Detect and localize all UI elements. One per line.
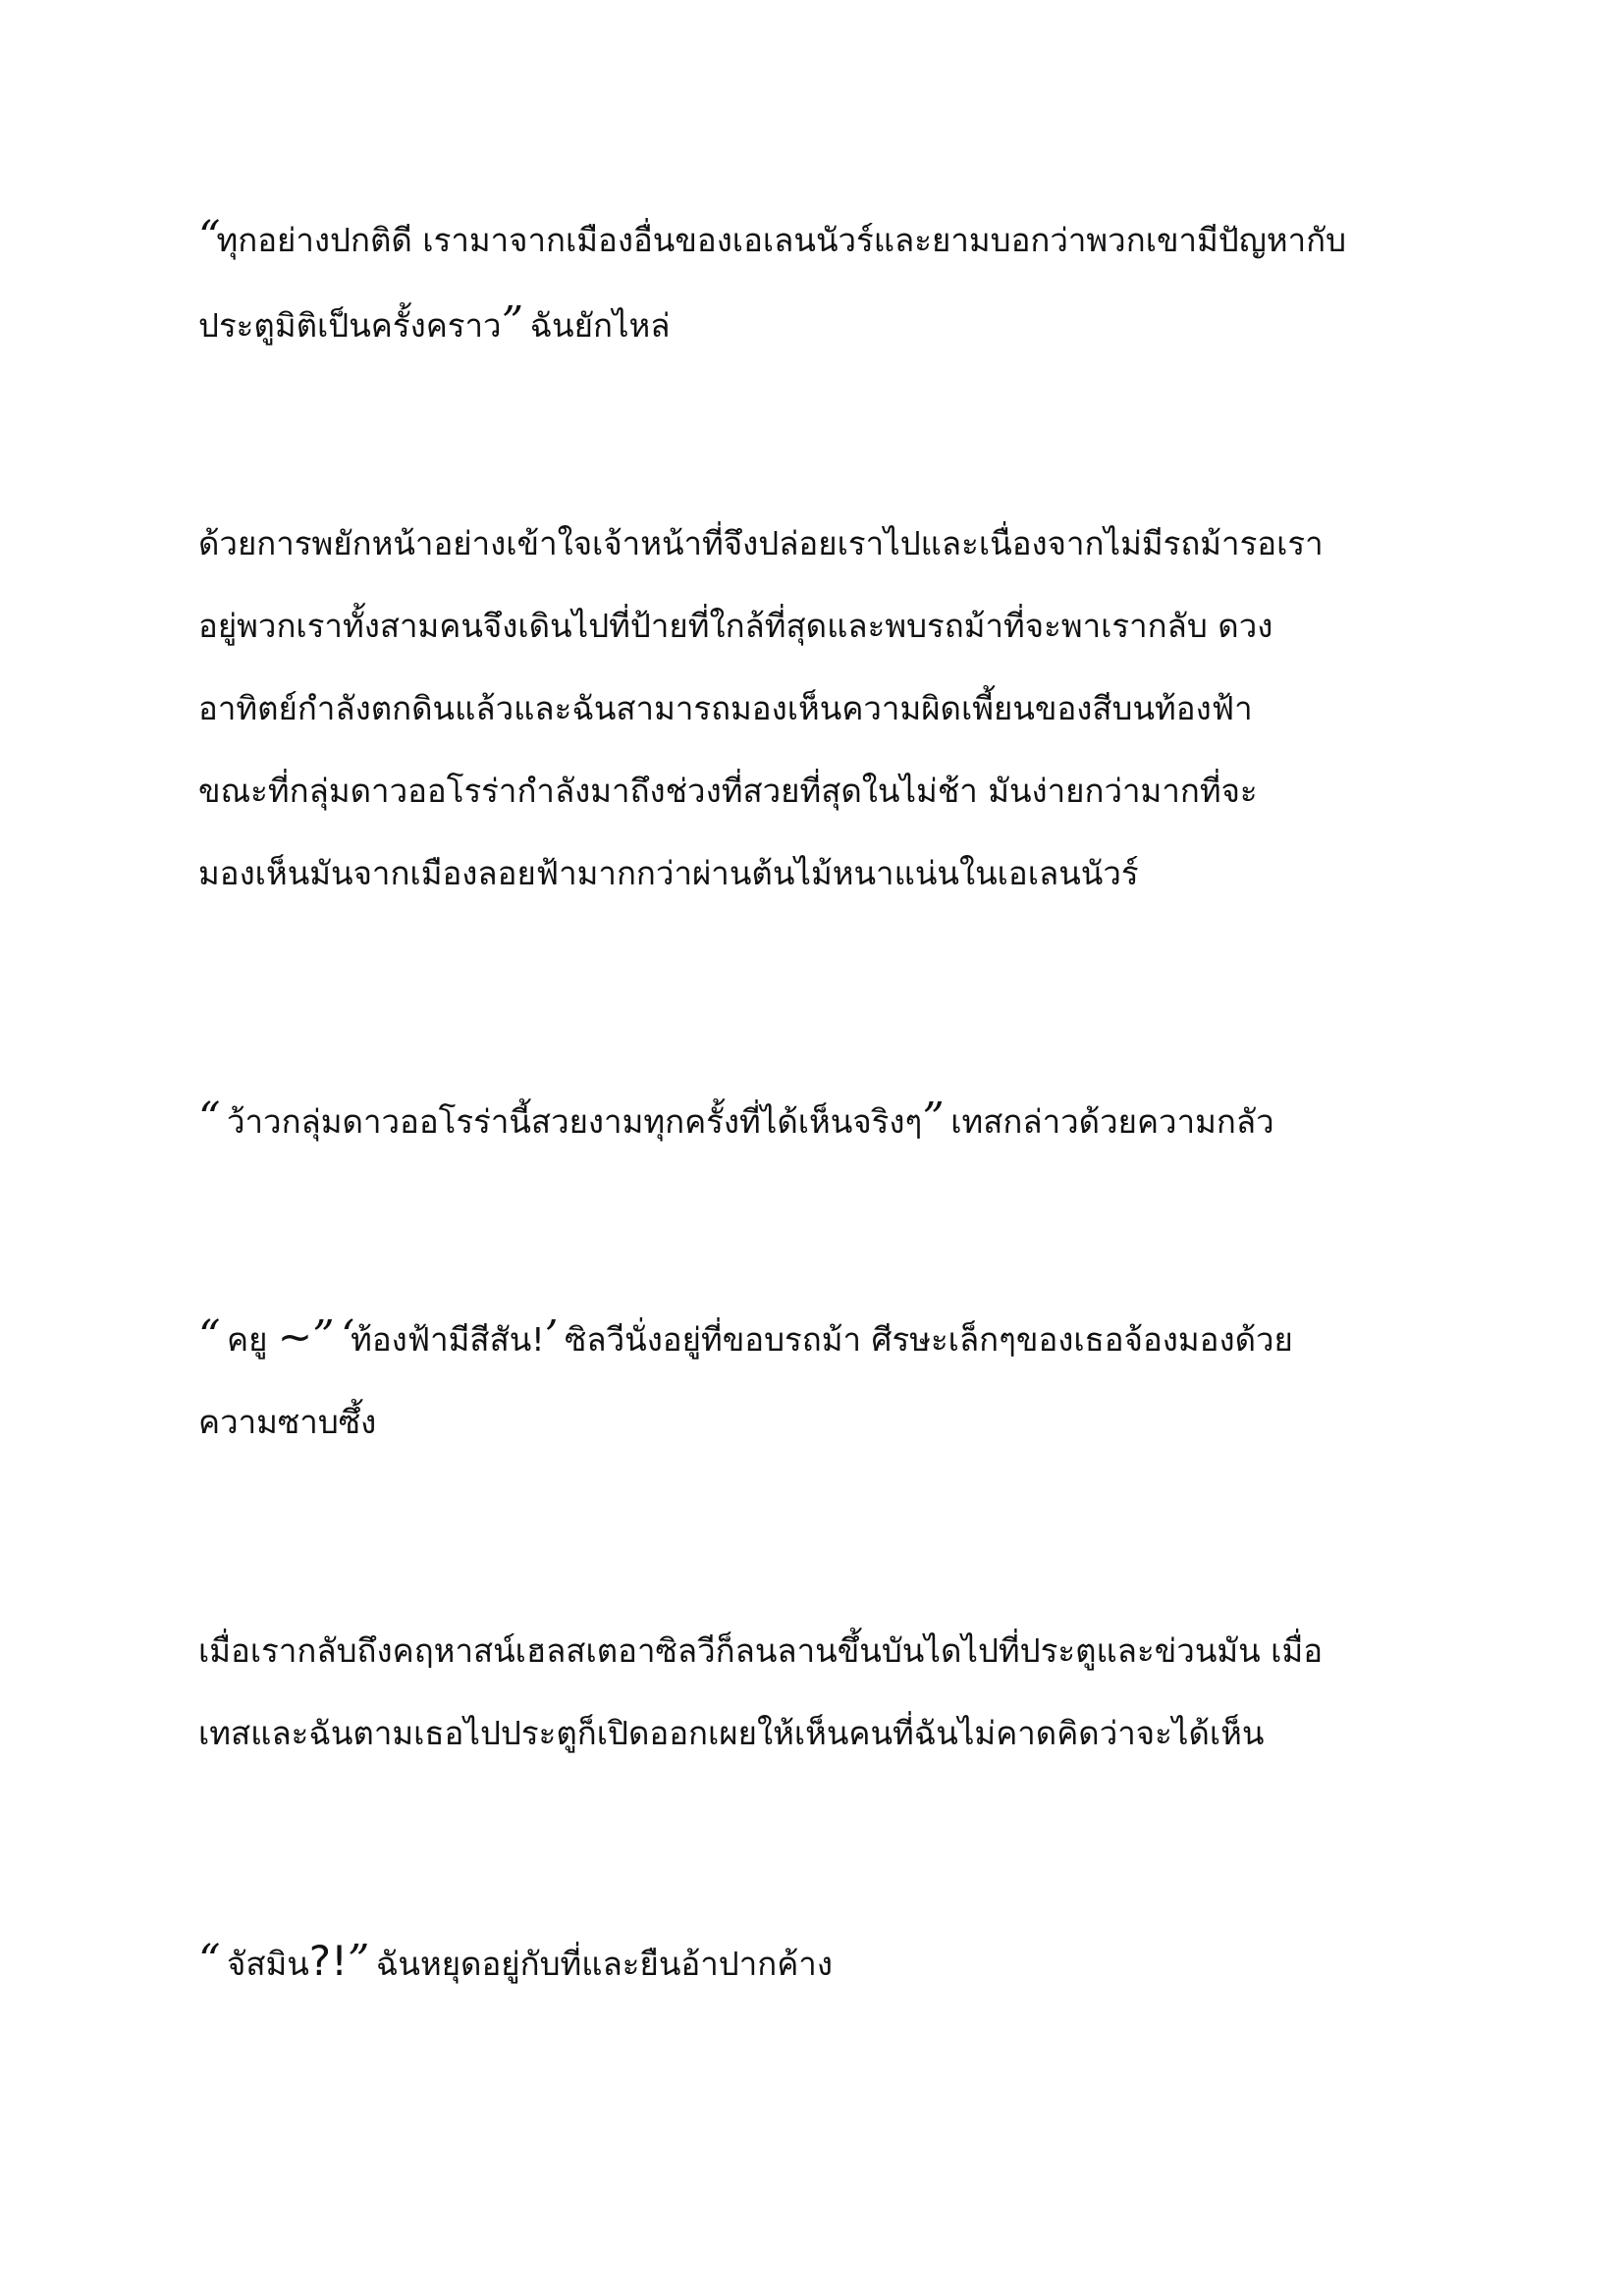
paragraph-line bbox=[198, 1920, 1435, 2005]
exclamation-glyph: ?! bbox=[308, 1937, 348, 1985]
line-tail: ฉันหยุดอยู่กับที่และยืนอ้าปากค้าง bbox=[365, 1945, 833, 1983]
line-tail-2: ซิลวีนั่งอยู่ที่ขอบรถม้า ศีรษะเล็กๆของเธอจ้องมองด้วย bbox=[554, 1320, 1293, 1359]
paragraph-4 bbox=[198, 1296, 1435, 1464]
line-text: ประตูมิติเป็นครั้งคราว bbox=[198, 306, 502, 345]
paragraph-line bbox=[198, 1078, 1435, 1163]
paragraph-line: เมื่อเรากลับถึงคฤหาสน์เฮลสเตอาซิลวีก็ลนลานขึ้นบันไดไปที่ประตูและข่วนมัน เมื่อ bbox=[198, 1631, 1324, 1670]
paragraph-line bbox=[198, 1296, 1435, 1381]
paragraph-1 bbox=[198, 196, 1435, 367]
close-single-quote: ’ bbox=[544, 1311, 555, 1362]
paragraph-line: อาทิตย์กำลังตกดินแล้วและฉันสามารถมองเห็นความผิดเพี้ยนของสีบนท้องฟ้า bbox=[198, 689, 1253, 727]
paragraph-line: อยู่พวกเราทั้งสามคนจึงเดินไปที่ป้ายที่ใกล้ที่สุดและพบรถม้าที่จะพาเรากลับ ดวง bbox=[198, 607, 1273, 645]
paragraph-6 bbox=[198, 1920, 1435, 2005]
close-quote: ” bbox=[922, 1094, 941, 1144]
tilde-glyph: ~ bbox=[277, 1312, 313, 1361]
line-text: จัสมิน bbox=[216, 1945, 309, 1983]
paragraph-line: ขณะที่กลุ่มดาวออโรร่ากำลังมาถึงช่วงที่สวยที่สุดในไม่ช้า มันง่ายกว่ามากที่จะ bbox=[198, 772, 1258, 810]
paragraph-3 bbox=[198, 1078, 1435, 1163]
paragraph-line bbox=[198, 282, 1435, 367]
line-text-2: ท้องฟ้ามีสีสัน! bbox=[351, 1320, 545, 1359]
line-text: ว้าวกลุ่มดาวออโรร่านี้สวยงามทุกครั้งที่ได้เห็นจริงๆ bbox=[216, 1102, 923, 1141]
paragraph-line bbox=[198, 196, 1435, 282]
line-tail bbox=[331, 1320, 342, 1359]
line-tail: เทสกล่าวด้วยความกลัว bbox=[940, 1102, 1274, 1141]
open-single-quote: ‘ bbox=[341, 1311, 352, 1362]
close-quote: ” bbox=[312, 1311, 331, 1362]
line-text: ทุกอย่างปกติดี เรามาจากเมืองอื่นของเอเลนนัวร์และยามบอกว่าพวกเขามีปัญหากับ bbox=[216, 221, 1347, 259]
line-text: คยู bbox=[216, 1320, 278, 1359]
open-quote: “ bbox=[198, 1094, 217, 1144]
paragraph-line: ด้วยการพยักหน้าอย่างเข้าใจเจ้าหน้าที่จึงปล่อยเราไปและเนื่องจากไม่มีรถม้ารอเรา bbox=[198, 524, 1324, 562]
line-tail: ฉันยักไหล่ bbox=[519, 306, 671, 345]
open-quote: “ bbox=[198, 212, 217, 262]
open-quote: “ bbox=[198, 1936, 217, 1986]
paragraph-line: เทสและฉันตามเธอไปประตูก็เปิดออกเผยให้เห็นคนที่ฉันไม่คาดคิดว่าจะได้เห็น bbox=[198, 1714, 1265, 1752]
paragraph-5 bbox=[198, 1610, 1435, 1775]
paragraph-line: มองเห็นมันจากเมืองลอยฟ้ามากกว่าผ่านต้นไม้หนาแน่นในเอเลนนัวร์ bbox=[198, 854, 1139, 892]
close-quote: ” bbox=[347, 1936, 366, 1986]
paragraph-line: ความซาบซึ้ง bbox=[198, 1403, 377, 1441]
open-quote: “ bbox=[198, 1311, 217, 1362]
paragraph-2 bbox=[198, 503, 1435, 915]
close-quote: ” bbox=[501, 297, 520, 347]
